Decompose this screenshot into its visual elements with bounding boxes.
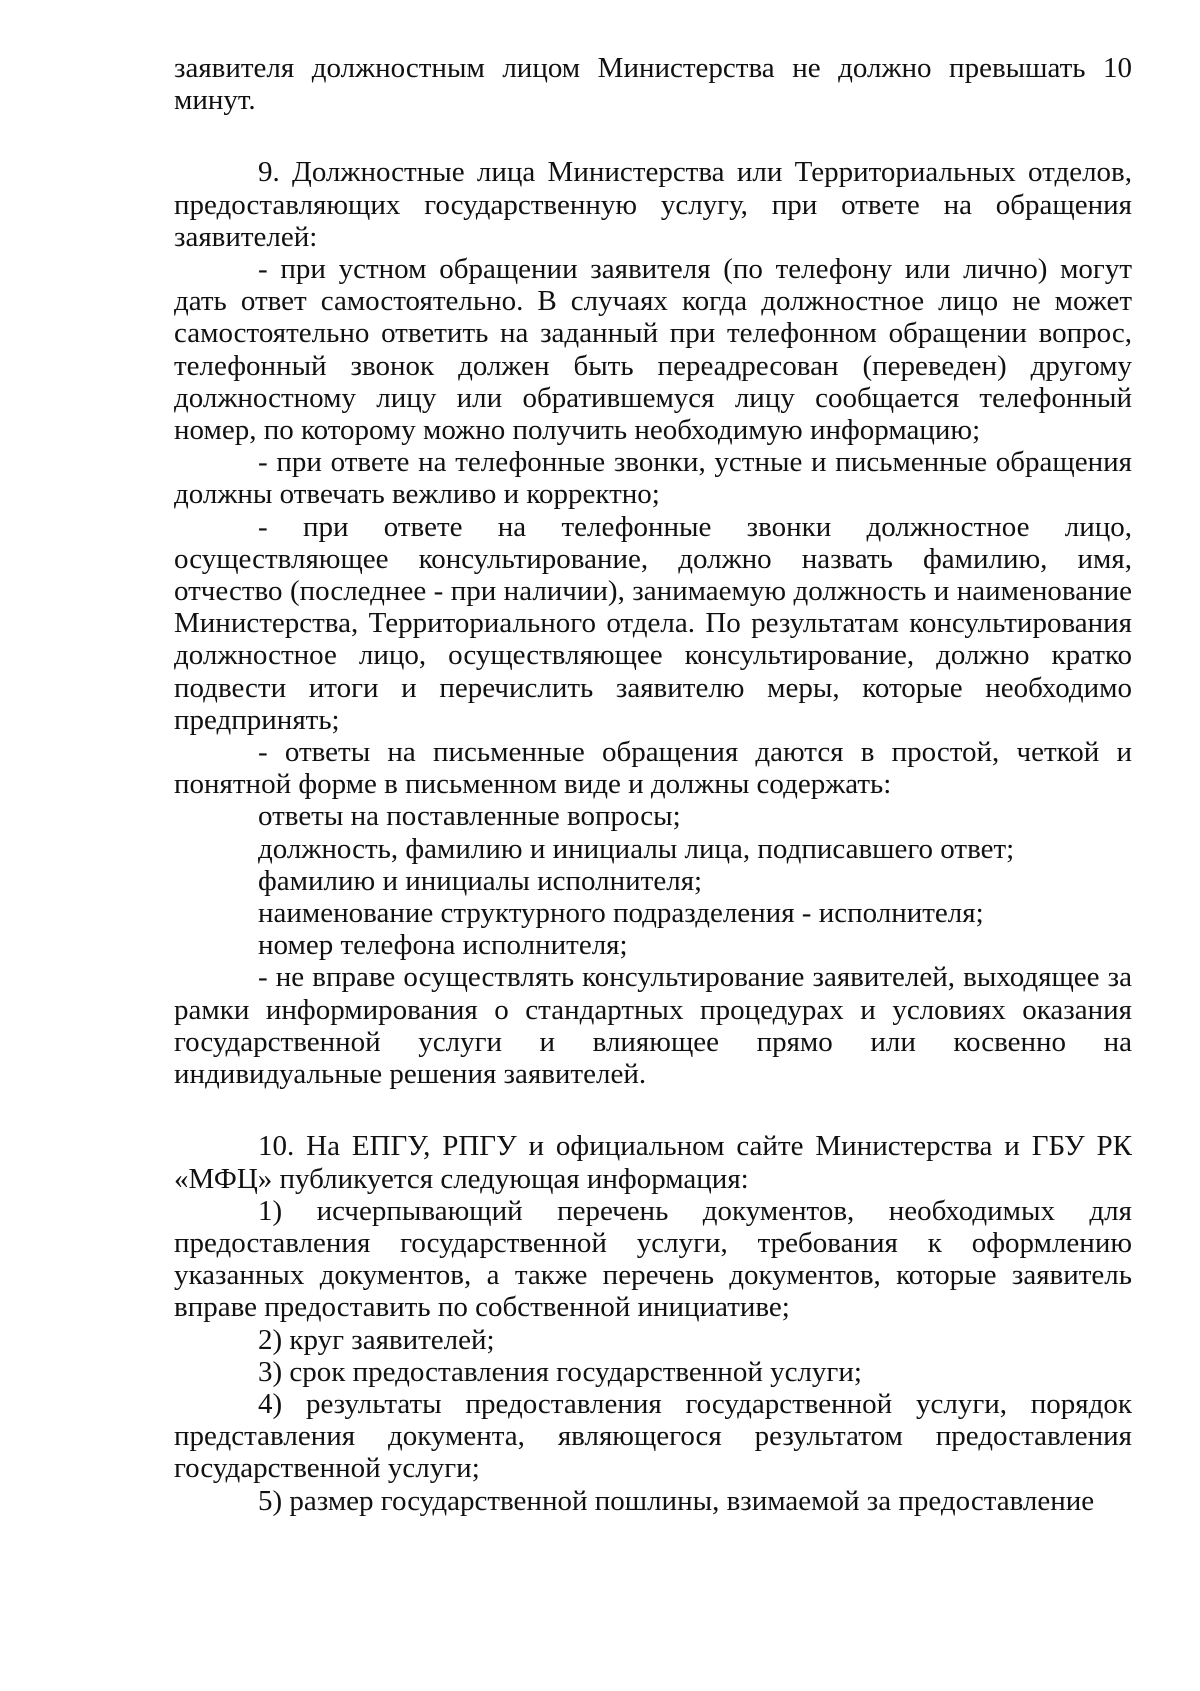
written-answer-item: номер телефона исполнителя; bbox=[258, 929, 628, 962]
written-answer-item: должность, фамилию и инициалы лица, подписавшего ответ; bbox=[258, 832, 1015, 865]
section-10-item-5: 5) размер государственной пошлины, взимаемой за предоставление bbox=[258, 1484, 1095, 1517]
written-answer-item: ответы на поставленные вопросы; bbox=[258, 800, 681, 833]
section-gap bbox=[174, 1090, 1132, 1130]
section-9-bullet-written: - ответы на письменные обращения даются в простой, четкой и понятной форме в письменном виде и должны содержать: bbox=[174, 736, 1132, 801]
section-9-bullet-oral: - при устном обращении заявителя (по телефону или лично) могут дать ответ самостоятельно. В случаях когда должностное лицо не может самостоятельно ответить на заданный при телефонном обращении вопрос, телефонный звонок должен быть переадресован (переведен) другому должностному лицу или обратившемуся лицу сообщается телефонный номер, по которому можно получить необходимую информацию; bbox=[174, 253, 1132, 447]
section-10-item-1: 1) исчерпывающий перечень документов, необходимых для предоставления государственной услуги, требования к оформлению указанных документов, а также перечень документов, которые заявитель вправе предоставить по собственной инициативе; bbox=[174, 1194, 1132, 1324]
section-9-intro: 9. Должностные лица Министерства или Территориальных отделов, предоставляющих государственную услугу, при ответе на обращения заявителей: bbox=[174, 156, 1132, 253]
written-answer-item: фамилию и инициалы исполнителя; bbox=[258, 864, 703, 897]
section-9-bullet-politeness: - при ответе на телефонные звонки, устные и письменные обращения должны отвечать вежливо и корректно; bbox=[174, 446, 1132, 511]
section-10-item-3: 3) срок предоставления государственной услуги; bbox=[258, 1355, 862, 1388]
section-10-item-2: 2) круг заявителей; bbox=[258, 1323, 495, 1356]
section-9-bullet-limits: - не вправе осуществлять консультирование заявителей, выходящее за рамки информирования о стандартных процедурах и условиях оказания государственной услуги и влияющее прямо или косвенно на индивидуальные решения заявителей. bbox=[174, 961, 1132, 1091]
document-body bbox=[174, 52, 1132, 1517]
section-10-item-4: 4) результаты предоставления государственной услуги, порядок представления документа, являющегося результатом предоставления государственной услуги; bbox=[174, 1387, 1132, 1485]
section-10-intro: 10. На ЕПГУ, РПГУ и официальном сайте Министерства и ГБУ РК «МФЦ» публикуется следующая информация: bbox=[174, 1130, 1132, 1195]
section-gap bbox=[174, 116, 1132, 156]
opening-paragraph: заявителя должностным лицом Министерства не должно превышать 10 минут. bbox=[174, 52, 1132, 117]
written-answer-item: наименование структурного подразделения - исполнителя; bbox=[258, 897, 984, 930]
section-9-bullet-phone: - при ответе на телефонные звонки должностное лицо, осуществляющее консультирование, должно назвать фамилию, имя, отчество (последнее - при наличии), занимаемую должность и наименование Министерства, Территориального отдела. По результатам консультирования должностное лицо, осуществляющее консультирование, должно кратко подвести итоги и перечислить заявителю меры, которые необходимо предпринять; bbox=[174, 510, 1132, 736]
